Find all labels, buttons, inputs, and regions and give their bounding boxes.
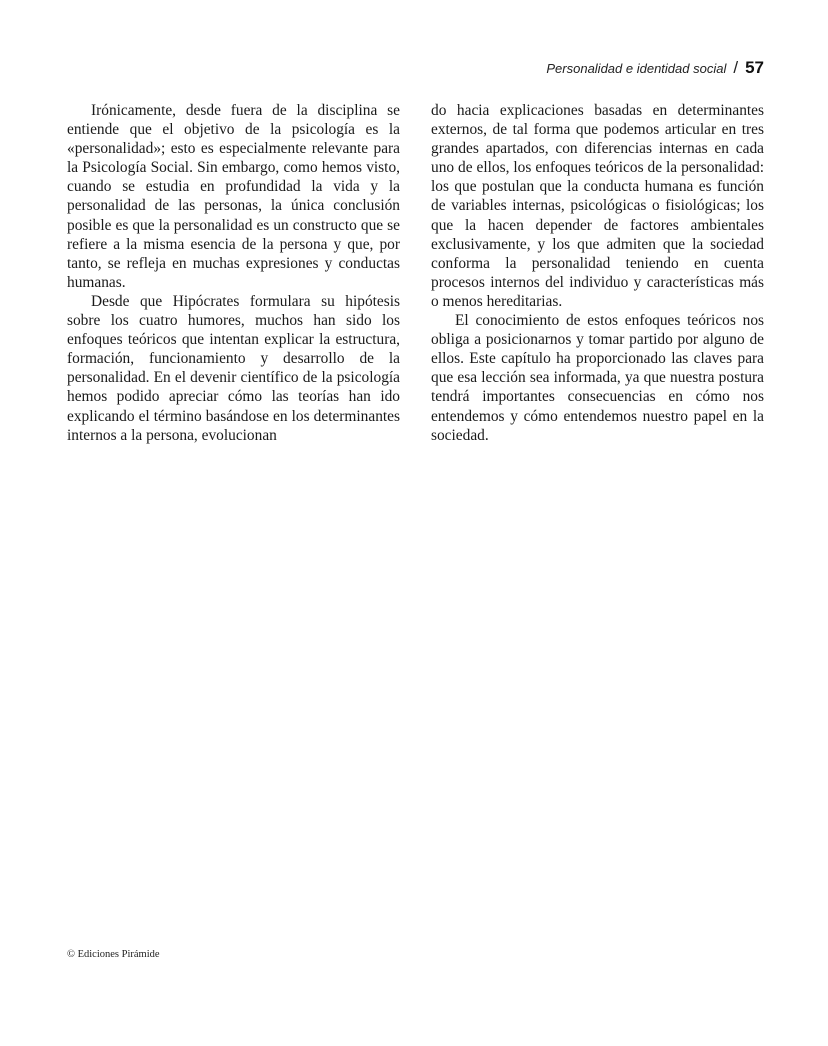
copyright-footer: © Ediciones Pirámide bbox=[67, 949, 160, 960]
page-number: 57 bbox=[745, 58, 764, 77]
paragraph-ironicamente: Irónicamente, desde fuera de la disciplina se entiende que el objetivo de la psicología es la «personalidad»; esto es especialmente relevante para la Psicología Social. Sin embargo, como hemos visto, cuando se estudia en profundidad la vida y la personalidad de las personas, la única conclusión posible es que la personalidad es un constructo que se refiere a la misma esencia de la persona y que, por tanto, se refleja en muchas expresiones y conductas humanas. bbox=[67, 102, 400, 291]
paragraph-hipocrates: Desde que Hipócrates formulara su hipótesis sobre los cuatro humores, muchos han sido los enfoques teóricos que intentan explicar la estructura, formación, funcionamiento y desarrollo de la personalidad. En el devenir científico de la psicología hemos podido apreciar cómo las teorías han ido explicando el término basándose en los determinantes internos a la persona, evolucionan bbox=[67, 292, 400, 444]
left-column bbox=[67, 101, 400, 445]
paragraph-continuation: do hacia explicaciones basadas en determinantes externos, de tal forma que podemos articular en tres grandes apartados, con diferencias internas en cada uno de ellos, los enfoques teóricos de la personalidad: los que postulan que la conducta humana es función de variables internas, psicológicas o fisiológicas; los que la hacen depender de factores ambientales exclusivamente, y los que admiten que la sociedad conforma la personalidad teniendo en cuenta procesos internos del individuo y características más o menos hereditarias. bbox=[431, 102, 764, 310]
right-column bbox=[431, 101, 764, 445]
paragraph-conocimiento: El conocimiento de estos enfoques teóricos nos obliga a posicionarnos y tomar partido por alguno de ellos. Este capítulo ha proporcionado las claves para que esa lección sea informada, ya que nuestra postura tendrá importantes consecuencias en cómo nos entendemos y cómo entendemos nuestro papel en la sociedad. bbox=[431, 312, 764, 444]
running-title: Personalidad e identidad social bbox=[546, 61, 727, 76]
running-head-separator: / bbox=[733, 58, 739, 77]
body-columns bbox=[67, 101, 764, 445]
running-head bbox=[546, 58, 764, 78]
